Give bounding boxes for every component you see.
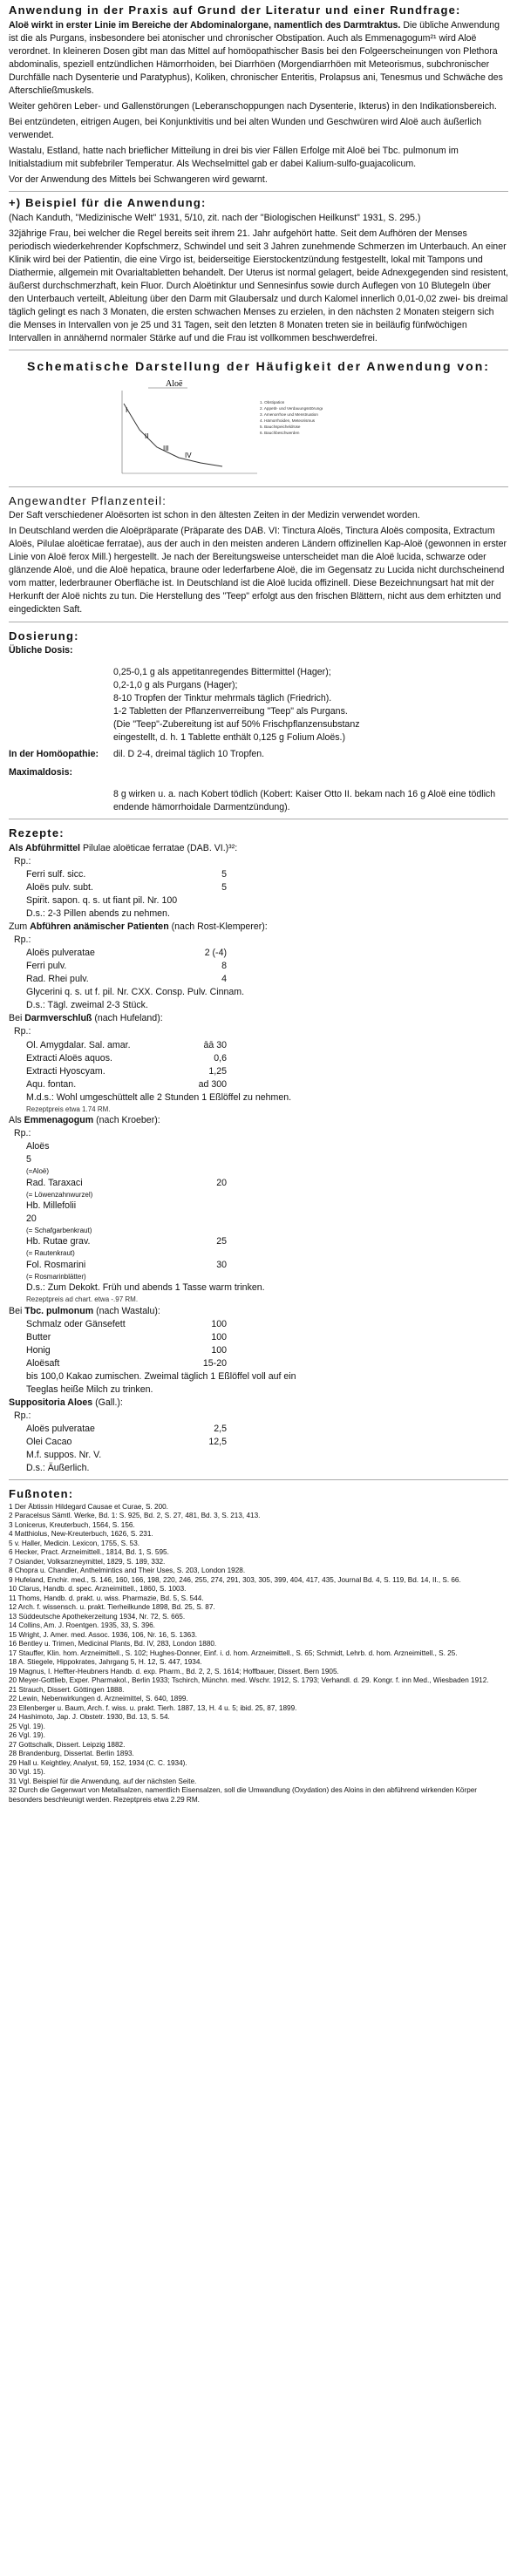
intro-text: Die übliche Anwendung ist die als Purgans, insbesondere bei atonischer und chronischer Obstipation. Auch als Emmenagogum²¹ wird Aloë verordnet. In kleineren Dosen gibt man das Mittel auf homöopathischer Basis bei den Folgeerscheinungen von Plethora abdominalis, speziell entzündlichen Hämorrhoiden, bei Diarrhöen (Morgendiarrhöen mit Meteorismus, subchronischer Durchfälle nach Dysenterie und Paratyphus), Koliken, chronischer Enteritis, Prolapsus ani, Tenesmus und Schwäche des Afterschließmuskels.	[9, 19, 503, 96]
curve-mark-2: II	[145, 432, 149, 440]
footnote-item: 22 Lewin, Nebenwirkungen d. Arzneimittel, S. 640, 1899.	[9, 1695, 188, 1703]
recipe-quantity: 25	[216, 1236, 227, 1247]
beispiel-reference: (Nach Kanduth, "Medizinische Welt" 1931, 5/10, zit. nach der "Biologischen Heilkunst" 1931, S. 295.)	[9, 212, 421, 223]
footnote-item: 13 Süddeutsche Apothekerzeitung 1934, Nr. 72, S. 665.	[9, 1612, 186, 1621]
recipe-ingredient: Extracti Hyoscyam.	[26, 1065, 105, 1077]
footnote-item: 28 Brandenburg, Dissertat. Berlin 1893.	[9, 1750, 134, 1757]
section-title-beispiel: +) Beispiel für die Anwendung:	[9, 195, 207, 209]
recipe-ingredient: 5	[26, 1154, 31, 1166]
beispiel-text: 32jährige Frau, bei welcher die Regel bereits seit ihrem 21. Jahr aufgehört hatte. Seit dem Aufhören der Menses periodisch wiederkehrender Kopfschmerz, Schwindel und seit 3 Jahren zunehmende Schmerzen im Unterbauch. An einer Klinik wird bei der Patientin, die eine Virgo ist, beiderseitige Eierstockentzündung festgestellt, lokal mit Tampons und Diathermie, allgemein mit Ovarialtabletten behandelt. Der Uterus ist normal gelagert, beide Adnexgegenden sind resistent, äußerst durchschmerzhaft, kein Fluor. Durch Aloëtinktur und Sennesinfus sowie durch Auflegen von 10 Blutegeln über den Unterbauch verteilt, Ableitung über den Darm mit Glaubersalz und durch Kalomel innerlich 0,01-0,02 zwei- bis dreimal täglich gelingt es nach 3 Monaten, die ersten schwachen Menses zu erzielen, in den nächsten 2 Monaten steigern sich die Menses in Intervallen von je 25 und 31 Tagen, seit den letzten 8 Monaten treten sie in beiläufig fünfwöchigen Intervallen in annähernd normaler Stärke auf und die Frau ist vollkommen beschwerdefrei.	[9, 228, 508, 343]
dosierung-table	[9, 644, 508, 814]
legend-item: 6. Bauchbeschwerden	[260, 430, 300, 435]
recipe-row	[9, 1200, 508, 1213]
recipe-row	[9, 1190, 508, 1200]
section-title-fussnoten: Fußnoten:	[9, 1486, 74, 1500]
recipe-quantity: 20	[216, 1177, 227, 1188]
footnote-item: 19 Magnus, I. Heffter-Heubners Handb. d. exp. Pharm., Bd. 2, 2, S. 1614; Hoffbauer, Dissert. Bern 1905.	[9, 1667, 339, 1675]
recipe-tbc	[9, 1305, 508, 1397]
recipe-ingredient: Aloës pulv. subt.	[26, 882, 93, 894]
maximal-label: Maximaldosis:	[9, 767, 73, 778]
recipe-tail: Teeglas heiße Milch zu trinken.	[26, 1383, 153, 1395]
recipe-row	[9, 999, 508, 1012]
footnote-item: 5 v. Haller, Medicin. Lexicon, 1755, S. 53.	[9, 1539, 140, 1547]
recipe-row	[9, 1318, 508, 1331]
recipe-ingredient: Rad. Taraxaci	[26, 1177, 83, 1188]
footnote-item: 23 Ellenberger u. Baum, Arch. f. wiss. u. prakt. Tierh. 1887, 13, H. 4 u. 5; ibid. 25, 87, 1899.	[9, 1703, 297, 1712]
recipe-gloss: (= Schafgarbenkraut)	[26, 1226, 92, 1234]
recipe-ingredient: M.f. suppos. Nr. V.	[26, 1449, 102, 1460]
dose-line: eingestellt, d. h. 1 Tablette enthält 0,125 g Folium Aloës.)	[113, 732, 345, 744]
recipe-row	[9, 934, 508, 947]
recipe-ingredient: D.s.: 2-3 Pillen abends zu nehmen.	[26, 908, 170, 920]
recipe-quantity: ad 300	[198, 1078, 227, 1090]
recipe-row	[9, 1065, 508, 1078]
recipe-row	[9, 1091, 508, 1104]
footnote-item: 25 Vgl. 19).	[9, 1722, 45, 1730]
recipe-ingredient: Rp.:	[14, 935, 31, 946]
recipe-ingredient: Rp.:	[14, 1026, 31, 1037]
recipe-quantity: 1,25	[208, 1065, 227, 1077]
recipe-ingredient: Rp.:	[14, 1410, 31, 1421]
paragraph-leber: Weiter gehören Leber- und Gallenstörungen (Leberanschoppungen nach Dysenterie, Ikterus) in den Indikationsbereich.	[9, 100, 497, 112]
recipe-row	[9, 855, 508, 868]
recipe-ingredient: Olei Cacao	[26, 1436, 72, 1447]
recipe-ingredient: Aloësaft	[26, 1357, 60, 1369]
recipe-head-prefix: Als	[9, 1115, 24, 1126]
recipe-row	[9, 1436, 508, 1449]
section-title-pflanzenteil: Angewandter Pflanzenteil:	[9, 493, 167, 507]
recipe-ingredient: 20	[26, 1213, 37, 1224]
recipe-ingredient: D.s.: Tägl. zweimal 2-3 Stück.	[26, 1000, 148, 1011]
recipe-ingredient: Rp.:	[14, 1128, 31, 1139]
recipe-ingredient: Ferri pulv.	[26, 961, 67, 972]
section-title-anwendung: Anwendung in der Praxis auf Grund der Literatur und einer Rundfrage:	[9, 3, 461, 17]
pflanzenteil-p2: In Deutschland werden die Aloëpräparate (Präparate des DAB. VI: Tinctura Aloës, Tinctura Aloës composita, Extractum Aloës, Pilulae aloëticae ferratae), aus der auch in den meisten anderen Ländern offizinellen Kap-Aloë (gewonnen in erster Linie von Aloë ferox Mill.) hergestellt. Je nach der Bereitungsweise unterscheidet man die Aloë lucida, schwarze oder glänzende Aloë, und die Aloë hepatica, braune oder lederfarbene Aloë, die im Gegensatz zu Lucida nicht durchscheinend vom matter, lederbrauner Oberfläche ist. In Deutschland ist die Aloë lucida offizinell. Diese Bezeichnungsart hat mit der Herkunft der Aloë nichts zu tun. Die Herstellung des "Teep" erfolgt aus den frischen Blättern, nicht aus dem erhitzten und eingedickten Saft.	[9, 526, 507, 615]
footnote-item: 1 Der Äbtissin Hildegard Causae et Curae, S. 200.	[9, 1502, 168, 1511]
recipe-row	[9, 1248, 508, 1258]
frequency-curve	[124, 404, 222, 466]
recipe-ingredient: Ferri sulf. sicc.	[26, 869, 86, 880]
footnote-item: 8 Chopra u. Chandler, Anthelmintics and Their Uses, S. 203, London 1928.	[9, 1567, 246, 1574]
recipe-ingredient: Hb. Millefolii	[26, 1200, 77, 1211]
recipe-row	[9, 1410, 508, 1423]
footnote-item: 6 Hecker, Pract. Arzneimittell., 1814, Bd. 1, S. 595.	[9, 1548, 169, 1556]
footnote-item: 14 Collins, Am. J. Roentgen. 1935, 33, S. 396.	[9, 1621, 155, 1629]
recipe-row	[9, 1259, 508, 1272]
recipe-darmverschluss	[9, 1012, 508, 1114]
recipe-ingredient: Glycerini q. s. ut f. pil. Nr. CXX. Consp. Pulv. Cinnam.	[26, 987, 245, 998]
recipe-ingredient: Honig	[26, 1344, 51, 1356]
footnote-item: 26 Vgl. 19).	[9, 1731, 45, 1739]
dose-line: 1-2 Tabletten der Pflanzenverreibung "Teep" als Purgans.	[113, 706, 348, 717]
footnote-item: 2 Paracelsus Sämtl. Werke, Bd. 1: S. 925, Bd. 2, S. 27, 481, Bd. 3, S. 213, 413.	[9, 1512, 261, 1519]
recipe-row	[9, 1177, 508, 1190]
recipe-ingredient: Aqu. fontan.	[26, 1078, 77, 1090]
recipe-row	[9, 947, 508, 960]
recipe-ingredient: Rad. Rhei pulv.	[26, 974, 89, 985]
footnote-item: 29 Hall u. Keightley, Analyst, 59, 152, 1934 (C. C. 1934).	[9, 1758, 187, 1767]
figure-label: Aloë	[166, 378, 183, 389]
recipe-ingredient: D.s.: Äußerlich.	[26, 1462, 90, 1473]
recipe-row	[9, 1213, 508, 1226]
recipe-head-bold: Abführen anämischer Patienten	[30, 921, 169, 933]
legend-item: 1. Obstipation	[260, 399, 285, 404]
footnote-item: 7 Osiander, Volksarzneymittel, 1829, S. 189, 332.	[9, 1557, 166, 1566]
recipe-abfuehrmittel	[9, 842, 508, 921]
recipe-ingredient: Hb. Rutae grav.	[26, 1236, 91, 1247]
paragraph-intro	[9, 19, 508, 98]
divider	[9, 1479, 508, 1480]
footnote-item: 32 Durch die Gegenwart von Metallsalzen, namentlich Eisensalzen, soll die Umwandlung (Oxydation) des Aloins in den abführend wirkenden Körper besonders beschleunigt werden. Rezeptpreis etwa 2.29 RM.	[9, 1786, 478, 1804]
footnote-item: 18 A. Stiegele, Hippokrates, Jahrgang 5, H. 12, S. 447, 1934.	[9, 1658, 202, 1666]
curve-mark-1: I	[126, 405, 128, 414]
dose-line: 0,2-1,0 g als Purgans (Hager);	[113, 680, 238, 691]
recipe-quantity: āā 30	[203, 1039, 227, 1050]
recipe-head-prefix: Bei	[9, 1305, 25, 1316]
footnote-item: 20 Meyer-Gottlieb, Exper. Pharmakol., Berlin 1933; Tschirch, Münchn. med. Wschr. 1912, S. 1793; Verhandl. d. 29. Kongr. f. inn Med., Wiesbaden 1912.	[9, 1676, 489, 1684]
maximal-text: 8 g wirken u. a. nach Kobert tödlich (Kobert: Kaiser Otto II. bekam nach 16 g Aloë eine tödlich endende hämorrhoidale Darmentzündung).	[113, 789, 496, 813]
frequency-chart	[105, 377, 323, 482]
recipe-tail: bis 100,0 Kakao zumischen. Zweimal täglich 1 Eßlöffel voll auf ein	[26, 1370, 296, 1382]
intro-bold: Aloë wirkt in erster Linie im Bereiche der Abdominalorgane, namentlich des Darmtraktus.	[9, 19, 401, 31]
footnote-item: 9 Hufeland, Enchir. med., S. 146, 160, 166, 198, 220, 246, 255, 274, 291, 303, 305, 399, 404, 417, 435, Journal Bd. 4, S. 119, Bd. 14, II., S. 66.	[9, 1575, 461, 1584]
recipe-row	[9, 907, 508, 921]
section-title-rezepte: Rezepte:	[9, 826, 65, 840]
recipe-ingredient: Aloës pulveratae	[26, 948, 95, 959]
recipe-head: (nach Rost-Klemperer):	[168, 921, 268, 933]
recipe-quantity: 0,6	[214, 1052, 227, 1064]
recipe-gloss: (= Rautenkraut)	[26, 1249, 75, 1258]
recipe-ingredient: Ol. Amygdalar. Sal. amar.	[26, 1039, 131, 1050]
recipe-row	[9, 986, 508, 999]
legend-item: 4. Hämorrhoiden, Meteorismus	[260, 418, 316, 423]
recipe-quantity: 30	[216, 1259, 227, 1270]
recipe-ingredient: Rp.:	[14, 856, 31, 867]
recipe-ingredient: D.s.: Zum Dekokt. Früh und abends 1 Tasse warm trinken.	[26, 1282, 265, 1294]
recipe-row	[9, 1331, 508, 1344]
homoo-label: In der Homöopathie:	[9, 749, 99, 760]
recipe-row	[9, 1166, 508, 1176]
recipe-gloss: (= Löwenzahnwurzel)	[26, 1190, 93, 1199]
recipe-row	[9, 1025, 508, 1038]
recipe-row	[9, 960, 508, 973]
recipe-head: (nach Kroeber):	[93, 1115, 160, 1126]
dose-line: 0,25-0,1 g als appetitanregendes Bittermittel (Hager);	[113, 667, 331, 678]
legend-item: 5. Bauchspeicheldrüse	[260, 424, 301, 429]
schema-title: Schematische Darstellung der Häufigkeit der Anwendung von:	[27, 358, 490, 373]
recipe-quantity: 5	[221, 882, 227, 894]
pflanzenteil-p1: Der Saft verschiedener Aloësorten ist schon in den ältesten Zeiten in der Medizin verwendet worden.	[9, 510, 420, 521]
section-title-dosierung: Dosierung:	[9, 629, 79, 642]
footnote-item: 12 Arch. f. wissensch. u. prakt. Tierheilkunde 1898, Bd. 25, S. 87.	[9, 1603, 215, 1611]
recipe-head: (Gall.):	[92, 1397, 123, 1408]
recipe-head-bold: Tbc. pulmonum	[24, 1305, 94, 1316]
recipe-row	[9, 1078, 508, 1091]
recipe-head: Pilulae aloëticae ferratae (DAB. VI.)³²:	[80, 843, 238, 854]
recipe-row	[9, 1462, 508, 1475]
recipe-quantity: 8	[221, 961, 227, 972]
recipe-price: Rezeptpreis ad chart. etwa -.97 RM.	[26, 1295, 139, 1304]
recipe-row	[9, 1153, 508, 1166]
recipe-row	[9, 894, 508, 907]
recipe-quantity: 100	[211, 1318, 227, 1329]
dose-line: 8-10 Tropfen der Tinktur mehrmals täglich (Friedrich).	[113, 693, 332, 704]
figure-legend	[260, 400, 323, 435]
footnote-item: 3 Lonicerus, Kreuterbuch, 1564, S. 156.	[9, 1520, 135, 1529]
recipe-ingredient: Butter	[26, 1331, 51, 1342]
recipe-row	[9, 1235, 508, 1248]
ubliche-label: Übliche Dosis:	[9, 645, 73, 656]
recipe-head-bold: Als Abführmittel	[9, 843, 81, 854]
ubliche-lines	[113, 657, 508, 744]
recipe-head-bold: Emmenagogum	[24, 1115, 94, 1126]
divider	[9, 486, 508, 487]
divider	[9, 191, 508, 192]
recipe-price: Rezeptpreis etwa 1.74 RM.	[26, 1104, 111, 1113]
recipe-row	[9, 1226, 508, 1235]
recipe-ingredient: Schmalz oder Gänsefett	[26, 1318, 126, 1329]
recipe-row	[9, 973, 508, 986]
recipe-gloss: (= Rosmarinblätter)	[26, 1272, 86, 1281]
recipe-quantity: 12,5	[208, 1436, 227, 1447]
recipe-ingredient: Fol. Rosmarini	[26, 1259, 86, 1270]
recipe-head-prefix: Zum	[9, 921, 31, 933]
recipe-quantity: 100	[211, 1331, 227, 1342]
footnote-list	[9, 1503, 508, 1805]
recipe-row	[9, 868, 508, 881]
footnote-item: 16 Bentley u. Trimen, Medicinal Plants, Bd. IV, 283, London 1880.	[9, 1640, 217, 1648]
paragraph-warnung: Vor der Anwendung des Mittels bei Schwangeren wird gewarnt.	[9, 173, 268, 185]
recipe-row	[9, 1272, 508, 1281]
recipe-row	[9, 1039, 508, 1052]
footnote-item: 11 Thoms, Handb. d. prakt. u. wiss. Pharmazie, Bd. 5, S. 544.	[9, 1594, 204, 1602]
document-page	[0, 3, 517, 1805]
frequency-figure	[105, 377, 323, 482]
recipe-head: (nach Hufeland):	[92, 1013, 163, 1024]
recipe-head-bold: Suppositoria Aloes	[9, 1397, 93, 1408]
recipe-row	[9, 881, 508, 894]
recipe-ingredient: Aloës pulveratae	[26, 1423, 95, 1434]
recipe-gloss: (=Aloë)	[26, 1167, 50, 1176]
footnote-item: 15 Wright, J. Amer. med. Assoc. 1936, 106, Nr. 16, S. 1363.	[9, 1630, 198, 1639]
recipe-row	[9, 1423, 508, 1436]
legend-item: 3. Amenorrhoe und Menstruation	[260, 411, 318, 417]
recipe-anaemisch	[9, 921, 508, 1012]
recipe-row	[9, 1052, 508, 1065]
recipe-suppositoria	[9, 1397, 508, 1475]
curve-mark-4: IV	[185, 451, 192, 459]
dose-line: (Die "Teep"-Zubereitung ist auf 50% Frischpflanzensubstanz	[113, 719, 360, 731]
recipe-ingredient: Aloës	[26, 1141, 50, 1152]
footnote-item: 17 Stauffer, Klin. hom. Arzneimittell., S. 102; Hughes-Donner, Einf. i. d. hom. Arzneimittell., S. 65; Schmidt, Lehrb. d. hom. Arzneimittell., S. 25.	[9, 1648, 458, 1657]
recipe-row	[9, 1140, 508, 1153]
recipe-quantity: 15-20	[202, 1357, 227, 1369]
recipe-row	[9, 1449, 508, 1462]
recipe-ingredient: Spirit. sapon. q. s. ut fiant pil. Nr. 100	[26, 895, 178, 907]
recipe-head-bold: Darmverschluß	[24, 1013, 92, 1024]
footnote-item: 30 Vgl. 15).	[9, 1768, 45, 1776]
curve-mark-3: III	[163, 444, 169, 452]
recipe-quantity: 4	[221, 974, 227, 985]
recipe-head: (nach Wastalu):	[93, 1305, 160, 1316]
recipe-row	[9, 1357, 508, 1370]
legend-item: 2. Appetit- und Verdauungsstörungen	[260, 405, 323, 411]
recipe-quantity: 2 (-4)	[204, 948, 227, 959]
recipe-head-prefix: Bei	[9, 1013, 25, 1024]
recipe-row	[9, 1127, 508, 1140]
footnote-item: 4 Matthiolus, New-Kreuterbuch, 1626, S. 231.	[9, 1530, 153, 1538]
footnote-item: 10 Clarus, Handb. d. spec. Arzneimittell., 1860, S. 1003.	[9, 1585, 187, 1593]
footnote-item: 27 Gottschalk, Dissert. Leipzig 1882.	[9, 1740, 126, 1749]
recipe-quantity: 2,5	[214, 1423, 227, 1434]
recipe-emmenagogum	[9, 1114, 508, 1304]
homoo-text: dil. D 2-4, dreimal täglich 10 Tropfen.	[113, 749, 265, 760]
recipe-quantity: 100	[211, 1344, 227, 1356]
footnote-item: 24 Hashimoto, Jap. J. Obstetr. 1930, Bd. 13, S. 54.	[9, 1713, 170, 1721]
paragraph-wastalu: Wastalu, Estland, hatte nach brieflicher Mitteilung in drei bis vier Fällen Erfolge mit Aloë bei Tbc. pulmonum im Initialstadium mit subfebriler Temperatur. Als Wechselmittel gab er dabei Kalium-sulfo-guajacolicum.	[9, 145, 459, 169]
recipe-row	[9, 1281, 508, 1295]
recipe-ingredient: Extracti Aloës aquos.	[26, 1052, 112, 1064]
paragraph-augen: Bei entzündeten, eitrigen Augen, bei Konjunktivitis und bei alten Wunden und Geschwüren wird Aloë auch äußerlich verwendet.	[9, 116, 482, 140]
recipe-row	[9, 1344, 508, 1357]
recipe-ingredient: M.d.s.: Wohl umgeschüttelt alle 2 Stunden 1 Eßlöffel zu nehmen.	[26, 1091, 292, 1103]
footnote-item: 21 Strauch, Dissert. Göttingen 1888.	[9, 1685, 125, 1694]
footnote-item: 31 Vgl. Beispiel für die Anwendung, auf der nächsten Seite.	[9, 1777, 197, 1785]
recipe-quantity: 5	[221, 869, 227, 880]
